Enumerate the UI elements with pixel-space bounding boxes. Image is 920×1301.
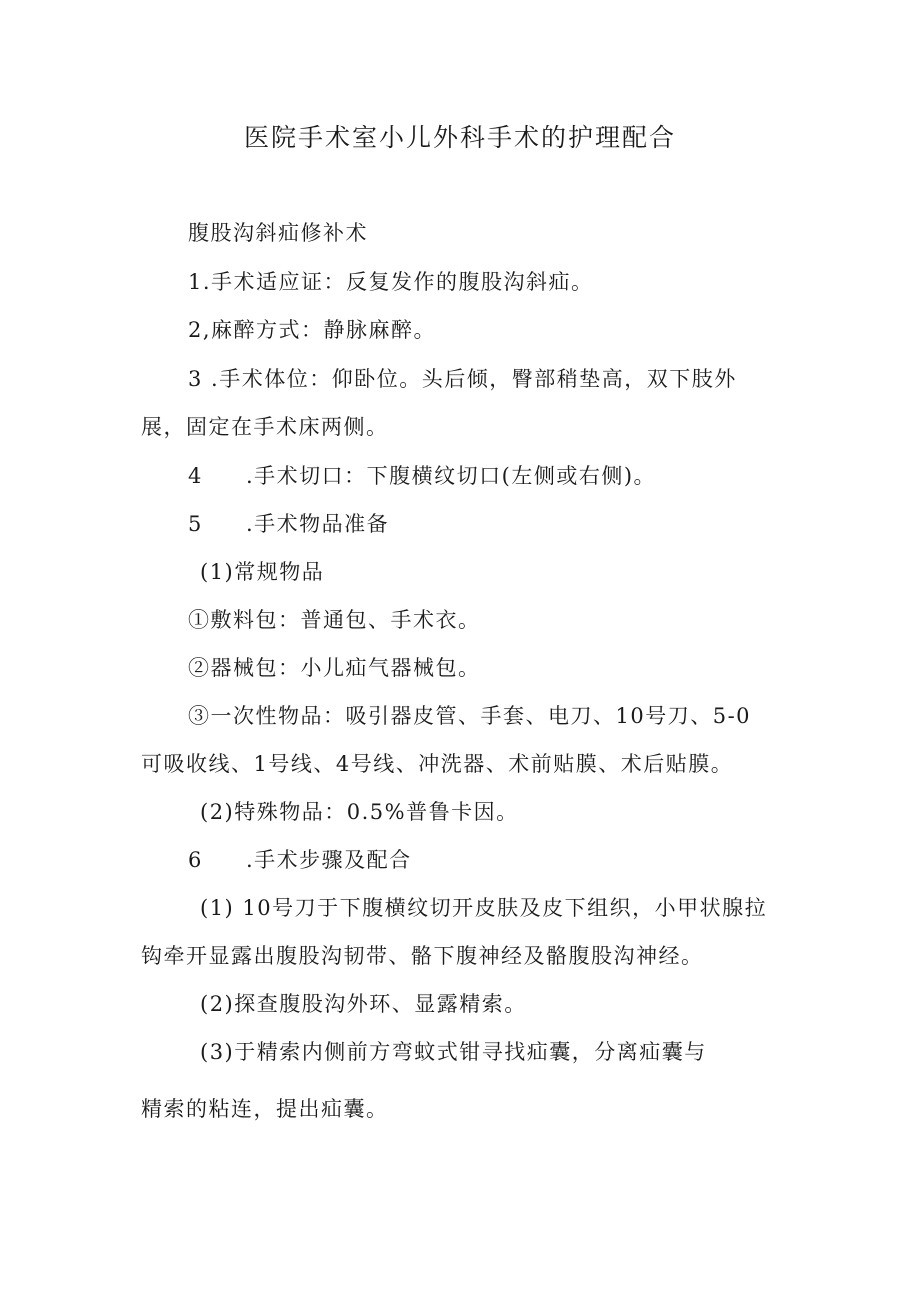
paragraph-supplies xyxy=(188,507,389,541)
paragraph-position-line1: 3 .手术体位：仰卧位。头后倾，臀部稍垫高，双下肢外 xyxy=(188,367,737,391)
list-item-disposables-line1: ③一次性物品：吸引器皮管、手套、电刀、10号刀、5-0 xyxy=(188,704,752,728)
document-title: 医院手术室小儿外科手术的护理配合 xyxy=(243,123,676,152)
subsection-special-supplies: (2)特殊物品：0.5%普鲁卡因。 xyxy=(200,800,519,824)
list-item-instrument-pack: ②器械包：小儿疝气器械包。 xyxy=(188,656,481,680)
item-text: .手术步骤及配合 xyxy=(246,848,412,872)
item-number: 4 xyxy=(188,464,203,488)
paragraph-indication: 1.手术适应证：反复发作的腹股沟斜疝。 xyxy=(188,270,594,294)
step-3-line1: (3)于精索内侧前方弯蚊式钳寻找疝囊，分离疝囊与 xyxy=(200,1040,707,1064)
step-1-line2: 钩牵开显露出腹股沟韧带、骼下腹神经及骼腹股沟神经。 xyxy=(141,944,704,968)
subsection-routine-supplies: (1)常规物品 xyxy=(200,560,325,584)
paragraph-position-line2: 展，固定在手术床两侧。 xyxy=(141,415,389,439)
list-item-disposables-line2: 可吸收线、1号线、4号线、冲洗器、术前贴膜、术后贴膜。 xyxy=(141,752,734,776)
step-2: (2)探查腹股沟外环、显露精索。 xyxy=(200,992,527,1016)
item-text: .手术切口：下腹横纹切口(左侧或右侧)。 xyxy=(246,464,657,488)
paragraph-incision xyxy=(188,459,656,493)
list-item-dressing-pack: ①敷料包：普通包、手术衣。 xyxy=(188,608,481,632)
section-heading: 腹股沟斜疝修补术 xyxy=(188,221,368,245)
paragraph-anesthesia: 2,麻醉方式：静脉麻醉。 xyxy=(188,318,437,342)
step-3-line2: 精索的粘连，提出疝囊。 xyxy=(141,1097,389,1121)
paragraph-steps xyxy=(188,843,412,877)
step-1-line1: (1) 10号刀于下腹横纹切开皮肤及皮下组织，小甲状腺拉 xyxy=(200,896,768,920)
item-number: 5 xyxy=(188,512,203,536)
item-text: .手术物品准备 xyxy=(246,512,390,536)
item-number: 6 xyxy=(188,848,203,872)
